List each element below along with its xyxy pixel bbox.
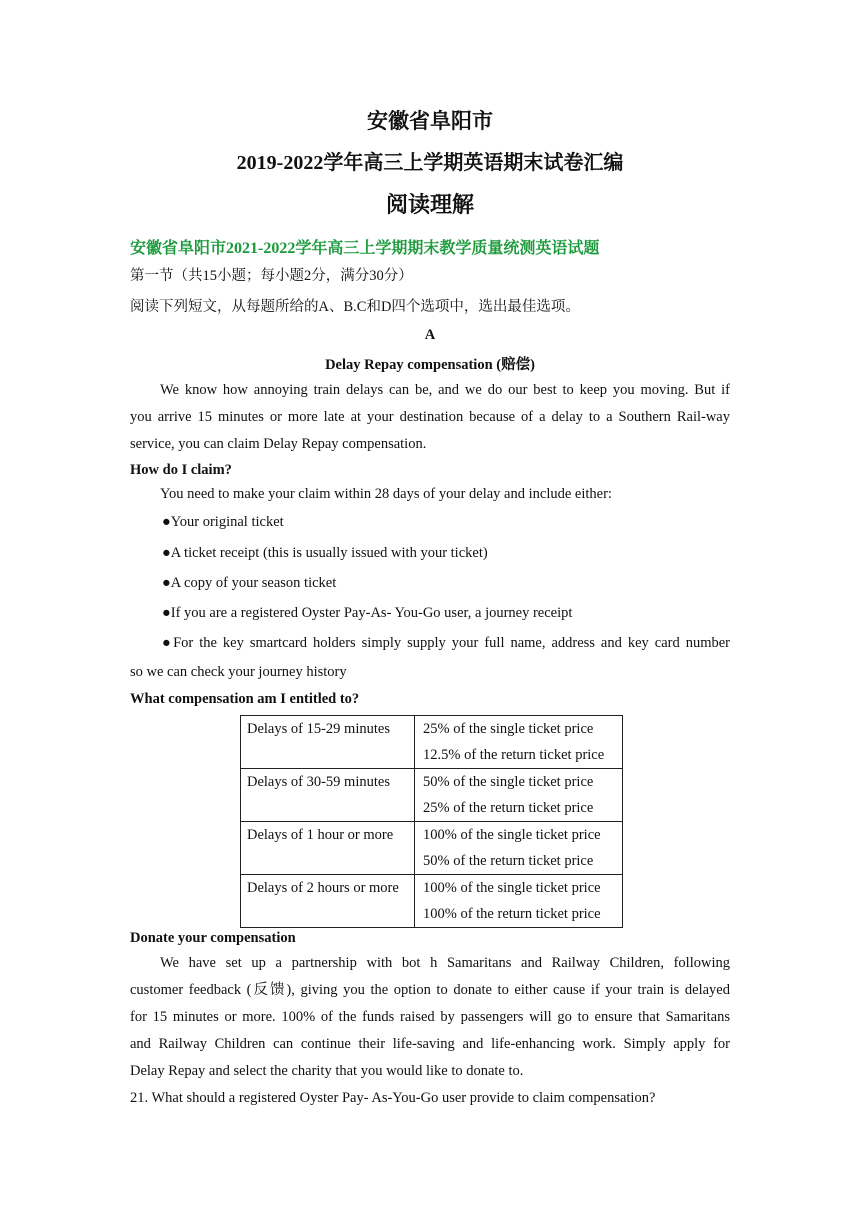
amount-cell xyxy=(415,875,623,928)
return-price: 100% of the return ticket price xyxy=(423,906,601,922)
bullet-item: ●If you are a registered Oyster Pay-As- You-Go user, a journey receipt xyxy=(162,605,573,621)
passage-title: Delay Repay compensation (赔偿) xyxy=(325,357,535,373)
single-price: 50% of the single ticket price xyxy=(423,774,594,790)
instructions: 阅读下列短文，从每题所给的A、B.C和D四个选项中，选出最佳选项。 xyxy=(130,299,580,315)
bullet-item: ●A ticket receipt (this is usually issued with your ticket) xyxy=(162,545,488,561)
delay-cell: Delays of 15-29 minutes xyxy=(241,716,415,769)
table-row xyxy=(241,769,623,822)
donate-line-3: for 15 minutes or more. 100% of the funds raised by passengers will go to ensure that Samaritans xyxy=(130,1009,730,1025)
return-price: 25% of the return ticket price xyxy=(423,800,594,816)
title-region: 安徽省阜阳市 xyxy=(367,109,493,133)
intro-line-3: service, you can claim Delay Repay compensation. xyxy=(130,436,427,452)
donate-line-5: Delay Repay and select the charity that you would like to donate to. xyxy=(130,1063,524,1079)
table-row xyxy=(241,822,623,875)
single-price: 100% of the single ticket price xyxy=(423,827,601,843)
compensation-table xyxy=(240,715,623,928)
delay-cell: Delays of 30-59 minutes xyxy=(241,769,415,822)
return-price: 50% of the return ticket price xyxy=(423,853,594,869)
donate-paragraph xyxy=(130,950,730,1085)
delay-cell: Delays of 2 hours or more xyxy=(241,875,415,928)
bullet-item: ●For the key smartcard holders simply supply your full name, address and key card number xyxy=(162,635,730,651)
single-price: 100% of the single ticket price xyxy=(423,880,601,896)
table-row xyxy=(241,716,623,769)
intro-paragraph xyxy=(130,377,730,458)
intro-line-2: you arrive 15 minutes or more late at your destination because of a delay to a Southern Rail-way xyxy=(130,409,730,425)
bullet-item: ●A copy of your season ticket xyxy=(162,575,337,591)
title-collection: 2019-2022学年高三上学期英语期末试卷汇编 xyxy=(236,152,624,174)
donate-line-2: customer feedback (反馈), giving you the option to donate to either cause if your train is delayed xyxy=(130,982,730,998)
question-21: 21. What should a registered Oyster Pay- As-You-Go user provide to claim compensation? xyxy=(130,1090,656,1106)
return-price: 12.5% of the return ticket price xyxy=(423,747,605,763)
amount-cell xyxy=(415,769,623,822)
how-heading: How do I claim? xyxy=(130,462,232,478)
donate-heading: Donate your compensation xyxy=(130,930,296,946)
bullet-continuation: so we can check your journey history xyxy=(130,664,347,680)
delay-cell: Delays of 1 hour or more xyxy=(241,822,415,875)
passage-letter: A xyxy=(424,327,436,343)
title-section: 阅读理解 xyxy=(385,192,474,217)
amount-cell xyxy=(415,716,623,769)
single-price: 25% of the single ticket price xyxy=(423,721,594,737)
bullet-item: ●Your original ticket xyxy=(162,514,284,530)
intro-line-1: We know how annoying train delays can be, and we do our best to keep you moving. But if xyxy=(160,382,730,398)
donate-line-4: and Railway Children can continue their life-saving and life-enhancing work. Simply apply for xyxy=(130,1036,730,1052)
source-exam-title: 安徽省阜阳市2021-2022学年高三上学期期末教学质量统测英语试题 xyxy=(130,240,600,257)
section-info: 第一节（共15小题；每小题2分，满分30分） xyxy=(130,268,413,284)
donate-line-1: We have set up a partnership with bot h Samaritans and Railway Children, following xyxy=(160,955,730,971)
compensation-heading: What compensation am I entitled to? xyxy=(130,691,360,707)
how-text: You need to make your claim within 28 days of your delay and include either: xyxy=(160,486,612,502)
amount-cell xyxy=(415,822,623,875)
table-row xyxy=(241,875,623,928)
